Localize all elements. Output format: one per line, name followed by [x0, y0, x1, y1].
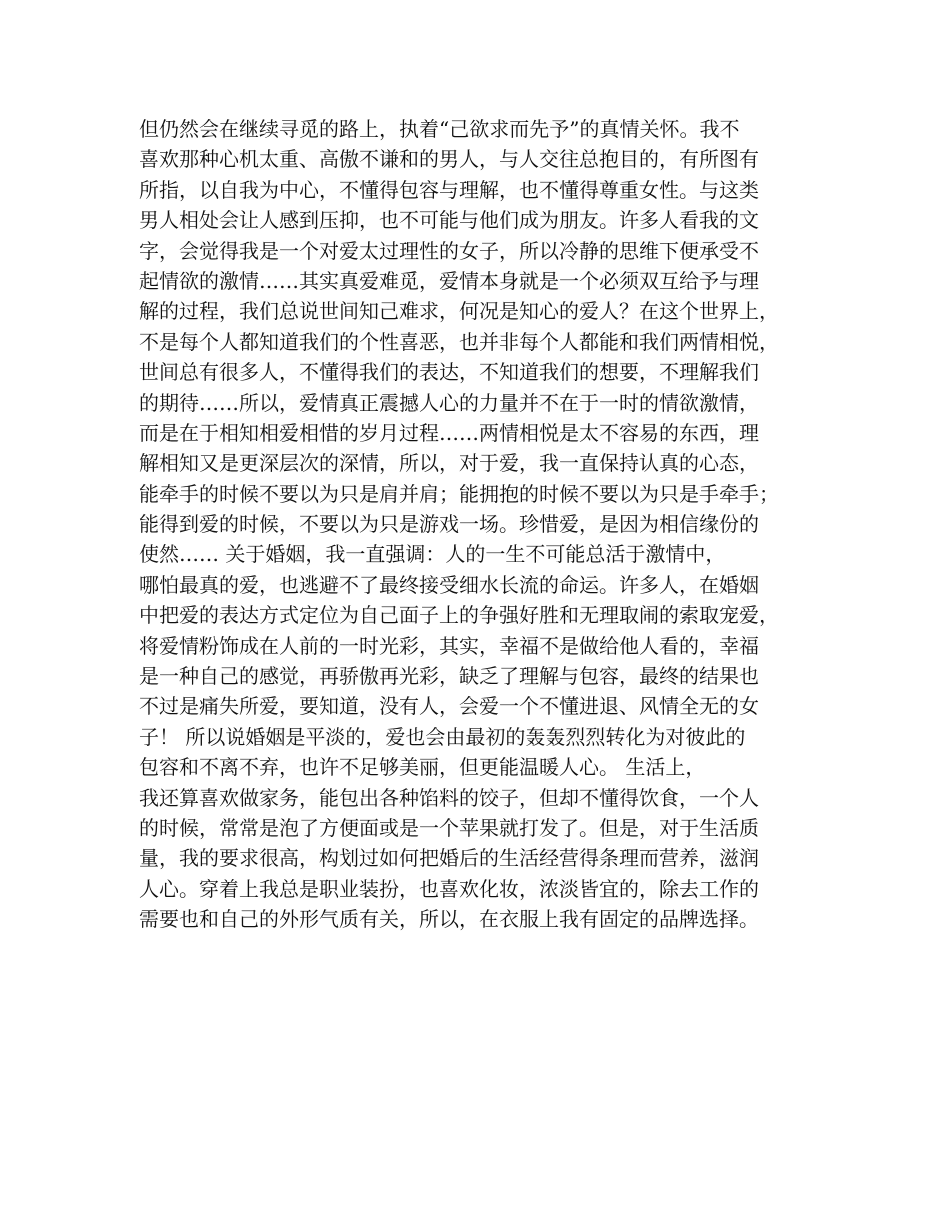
text-line: 哪怕最真的爱，也逃避不了最终接受细水长流的命运。许多人，在婚姻	[139, 572, 759, 597]
text-line: 能得到爱的时候，不要以为只是游戏一场。珍惜爱，是因为相信缘份的	[139, 512, 759, 537]
text-line: 解相知又是更深层次的深情，所以，对于爱，我一直保持认真的心态，	[139, 451, 759, 476]
text-line: 的时候，常常是泡了方便面或是一个苹果就打发了。但是，对于生活质	[139, 815, 759, 840]
text-line: 将爱情粉饰成在人前的一时光彩，其实，幸福不是做给他人看的，幸福	[139, 633, 759, 658]
text-line: 子！ 所以说婚姻是平淡的，爱也会由最初的轰轰烈烈转化为对彼此的	[139, 724, 746, 749]
text-line: 中把爱的表达方式定位为自己面子上的争强好胜和无理取闹的索取宠爱，	[139, 603, 779, 628]
text-line: 人心。穿着上我总是职业装扮，也喜欢化妆，浓淡皆宜的，除去工作的	[139, 876, 759, 901]
text-line: 使然…… 关于婚姻，我一直强调：人的一生不可能总活于激情中，	[139, 542, 726, 567]
text-line: 解的过程，我们总说世间知己难求，何况是知心的爱人？在这个世界上，	[139, 299, 779, 324]
text-line: 的期待……所以，爱情真正震撼人心的力量并不在于一时的情欲激情，	[139, 390, 759, 415]
text-line: 包容和不离不弃，也许不足够美丽，但更能温暖人心。 生活上，	[139, 755, 706, 780]
text-line: 能牵手的时候不要以为只是肩并肩；能拥抱的时候不要以为只是手牵手；	[139, 481, 779, 506]
text-line: 而是在于相知相爱相惜的岁月过程……两情相悦是太不容易的东西，理	[139, 420, 759, 445]
text-line: 量，我的要求很高，构划过如何把婚后的生活经营得条理而营养，滋润	[139, 846, 759, 871]
text-line: 所指，以自我为中心，不懂得包容与理解，也不懂得尊重女性。与这类	[139, 177, 759, 202]
text-line: 喜欢那种心机太重、高傲不谦和的男人，与人交往总抱目的，有所图有	[139, 147, 759, 172]
text-line: 需要也和自己的外形气质有关，所以，在衣服上我有固定的品牌选择。	[139, 907, 759, 932]
text-line: 但仍然会在继续寻觅的路上，执着“己欲求而先予”的真情关怀。我不	[139, 117, 740, 141]
text-line: 不过是痛失所爱，要知道，没有人，会爱一个不懂进退、风情全无的女	[139, 694, 759, 719]
text-line: 起情欲的激情……其实真爱难觅，爱情本身就是一个必须双互给予与理	[139, 268, 759, 293]
text-line: 男人相处会让人感到压抑，也不可能与他们成为朋友。许多人看我的文	[139, 208, 759, 233]
text-line: 是一种自己的感觉，再骄傲再光彩，缺乏了理解与包容，最终的结果也	[139, 664, 759, 689]
text-line: 我还算喜欢做家务，能包出各种馅料的饺子，但却不懂得饮食，一个人	[139, 785, 759, 810]
body-text	[139, 114, 829, 935]
text-line: 字，会觉得我是一个对爱太过理性的女子，所以冷静的思维下便承受不	[139, 238, 759, 263]
text-line: 不是每个人都知道我们的个性喜恶，也并非每个人都能和我们两情相悦，	[139, 329, 779, 354]
text-line: 世间总有很多人，不懂得我们的表达，不知道我们的想要，不理解我们	[139, 360, 759, 385]
